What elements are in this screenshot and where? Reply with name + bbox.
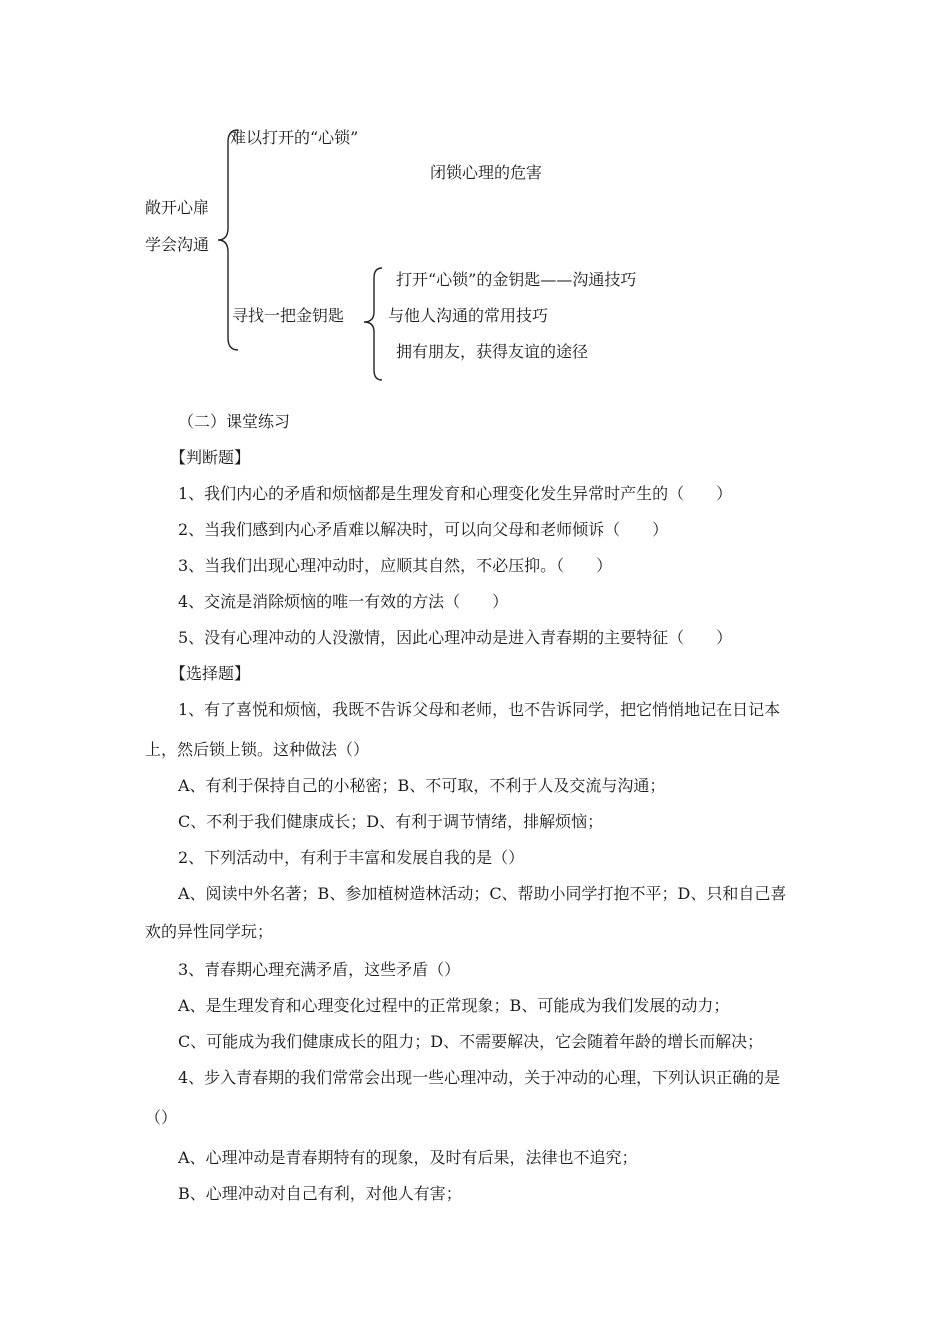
- judge-item: 2、当我们感到内心矛盾难以解决时，可以向父母和老师倾诉（ ）: [178, 520, 669, 539]
- choice-line: A、心理冲动是青春期特有的现象，及时有后果，法律也不追究；: [178, 1148, 638, 1167]
- practice-heading: （二）课堂练习: [178, 412, 291, 431]
- judge-title: 【判断题】: [170, 448, 251, 467]
- outline-root-line-2: 学会沟通: [145, 235, 210, 254]
- outline-branch-2-sub-3: 拥有朋友，获得友谊的途径: [396, 342, 589, 361]
- outline-branch-2-sub-1: 打开“心锁”的金钥匙——沟通技巧: [396, 270, 637, 289]
- choice-line: A、阅读中外名著；B、参加植树造林活动；C、帮助小同学打抱不平；D、只和自己喜: [178, 884, 787, 903]
- choice-line: A、有利于保持自己的小秘密；B、不可取，不利于人及交流与沟通；: [178, 776, 666, 795]
- outline-branch-2-sub-2: 与他人沟通的常用技巧: [388, 306, 549, 325]
- outline-small-brace: [356, 266, 386, 382]
- choice-line: C、不利于我们健康成长；D、有利于调节情绪，排解烦恼；: [178, 812, 604, 831]
- choice-line: （）: [145, 1108, 178, 1127]
- choice-line: B、心理冲动对自己有利，对他人有害；: [178, 1184, 462, 1203]
- choice-line: 上，然后锁上锁。这种做法（）: [145, 740, 370, 759]
- judge-item: 3、当我们出现心理冲动时，应顺其自然，不必压抑。（ ）: [178, 556, 613, 575]
- choice-title: 【选择题】: [170, 664, 251, 683]
- choice-line: C、可能成为我们健康成长的阻力；D、不需要解决，它会随着年龄的增长而解决；: [178, 1032, 764, 1051]
- outline-branch-1: 难以打开的“心锁”: [230, 128, 359, 147]
- outline-root-line-1: 敞开心扉: [145, 198, 210, 217]
- choice-line: 3、青春期心理充满矛盾，这些矛盾（）: [178, 960, 461, 979]
- choice-line: A、是生理发育和心理变化过程中的正常现象；B、可能成为我们发展的动力；: [178, 996, 730, 1015]
- choice-line: 1、有了喜悦和烦恼，我既不告诉父母和老师，也不告诉同学，把它悄悄地记在日记本: [178, 700, 781, 719]
- outline-branch-2: 寻找一把金钥匙: [232, 306, 345, 325]
- outline-branch-1-sub: 闭锁心理的危害: [430, 163, 543, 182]
- judge-item: 4、交流是消除烦恼的唯一有效的方法（ ）: [178, 592, 509, 611]
- judge-item: 5、没有心理冲动的人没激情，因此心理冲动是进入青春期的主要特征（ ）: [178, 628, 733, 647]
- judge-item: 1、我们内心的矛盾和烦恼都是生理发育和心理变化发生异常时产生的（ ）: [178, 484, 733, 503]
- choice-line: 2、下列活动中，有利于丰富和发展自我的是（）: [178, 848, 525, 867]
- choice-line: 欢的异性同学玩；: [145, 922, 274, 941]
- choice-line: 4、步入青春期的我们常常会出现一些心理冲动，关于冲动的心理，下列认识正确的是: [178, 1068, 781, 1087]
